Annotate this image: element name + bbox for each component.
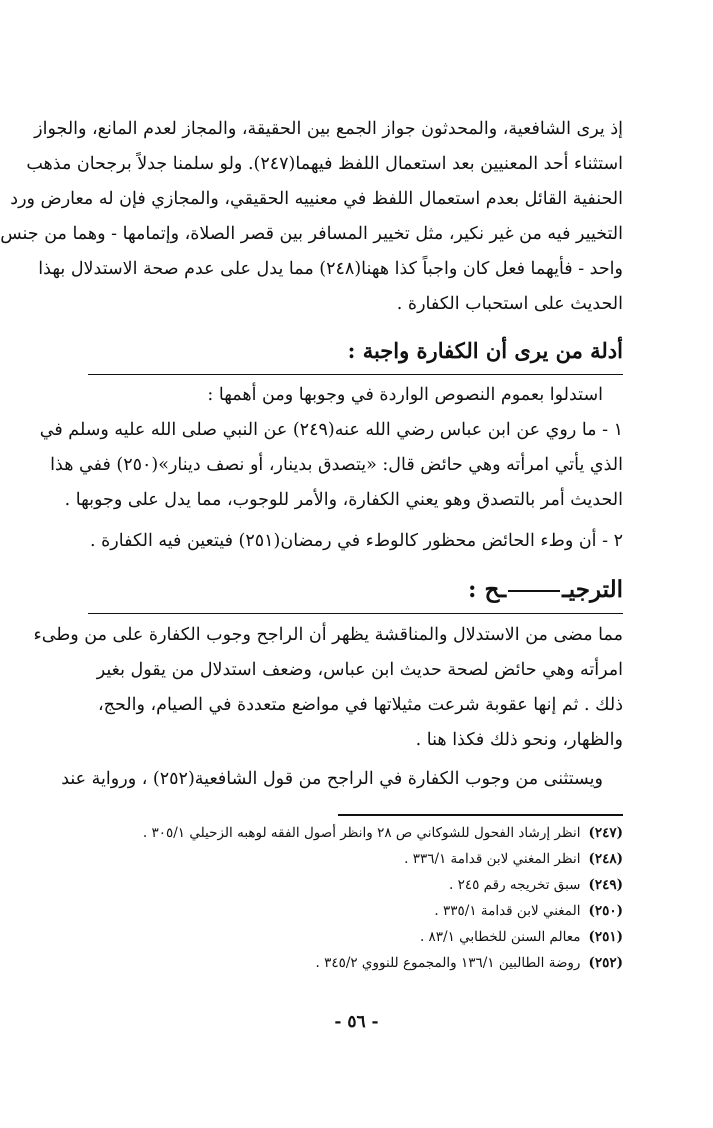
paragraph-intro (0, 112, 623, 322)
footnote-separator (338, 814, 623, 816)
text-line: امرأته وهي حائض لصحة حديث ابن عباس، وضعف استدلال من يقول بغير (96, 660, 623, 680)
text-line: ويستثنى من وجوب الكفارة في الراجح من قول الشافعية(٢٥٢) ، ورواية عند (61, 769, 603, 789)
section-heading-evidence: أدلة من يرى أن الكفارة واجبة : (347, 338, 623, 363)
text-line: ١ - ما روي عن ابن عباس رضي الله عنه(٢٤٩) عن النبي صلى الله عليه وسلم في (39, 420, 623, 440)
footnote-text: انظر المغني لابن قدامة ٣٣٦/١ . (404, 851, 581, 867)
text-line: إذ يرى الشافعية، والمحدثون جواز الجمع بين الحقيقة، والمجاز لعدم المانع، والجواز (34, 119, 623, 139)
page-number: - ٥٦ - (334, 1012, 379, 1032)
footnote (63, 898, 623, 924)
footnote (63, 950, 623, 976)
heading-kashida-rule (508, 590, 560, 592)
footnote-number: (٢٤٩) (588, 877, 623, 893)
heading-text-end: ـح : (467, 576, 507, 603)
footnote-text: معالم السنن للخطابي ٨٣/١ . (419, 929, 581, 945)
paragraph-evidence (39, 378, 623, 559)
heading-underline (88, 613, 623, 614)
text-line: استدلوا بعموم النصوص الواردة في وجوبها ومن أهمها : (207, 385, 603, 405)
text-line: الذي يأتي امرأته وهي حائض قال: «يتصدق بدينار، أو نصف دينار»(٢٥٠) ففي هذا (50, 455, 623, 475)
footnote-number: (٢٥٠) (588, 903, 623, 919)
footnote-text: سبق تخريجه رقم ٢٤٥ . (448, 877, 581, 893)
text-line: والظهار، ونحو ذلك فكذا هنا . (415, 730, 623, 750)
footnote (63, 924, 623, 950)
footnote-number: (٢٤٨) (588, 851, 623, 867)
text-line: مما مضى من الاستدلال والمناقشة يظهر أن الراجح وجوب الكفارة على من وطىء (33, 625, 623, 645)
text-line: ذلك . ثم إنها عقوبة شرعت مثيلاتها في مواضع متعددة في الصيام، والحج، (98, 695, 623, 715)
paragraph-preference (33, 618, 623, 758)
footnote-number: (٢٥١) (588, 929, 623, 945)
footnote-number: (٢٤٧) (588, 825, 623, 841)
text-line: استثناء أحد المعنيين بعد استعمال اللفظ فيهما(٢٤٧). ولو سلمنا جدلاً برجحان مذهب (26, 154, 623, 174)
footnote-text: انظر إرشاد الفحول للشوكاني ص ٢٨ وانظر أصول الفقه لوهبه الزحيلي ٣٠٥/١ . (142, 825, 581, 841)
text-line: الحنفية القائل بعدم استعمال اللفظ في معنييه الحقيقي، والمجازي فإن له معارض ورد (10, 189, 623, 209)
text-line: التخيير فيه من غير نكير، مثل تخيير المسافر بين قصر الصلاة، وإتمامها - وهما من جنس (0, 224, 623, 244)
text-line: الحديث على استحباب الكفارة . (396, 294, 623, 314)
footnote-text: روضة الطالبين ١٣٦/١ والمجموع للنووي ٣٤٥/٢ . (315, 955, 581, 971)
footnote (63, 846, 623, 872)
heading-underline (88, 374, 623, 375)
footnotes (63, 820, 623, 976)
text-line: الحديث أمر بالتصدق وهو يعني الكفارة، والأمر للوجوب، مما يدل على وجوبها . (64, 490, 623, 510)
text-line: واحد - فأيهما فعل كان واجباً كذا ههنا(٢٤٨) مما يدل على عدم صحة الاستدلال بهذا (38, 259, 623, 279)
footnote-text: المغني لابن قدامة ٣٣٥/١ . (434, 903, 581, 919)
footnote-number: (٢٥٢) (588, 955, 623, 971)
footnote (63, 872, 623, 898)
footnote (63, 820, 623, 846)
paragraph-exception (61, 762, 623, 797)
section-heading-preference (468, 576, 623, 603)
heading-text-start: الترجيـ (562, 576, 623, 603)
text-line: ٢ - أن وطء الحائض محظور كالوطء في رمضان(٢٥١) فيتعين فيه الكفارة . (90, 531, 623, 551)
